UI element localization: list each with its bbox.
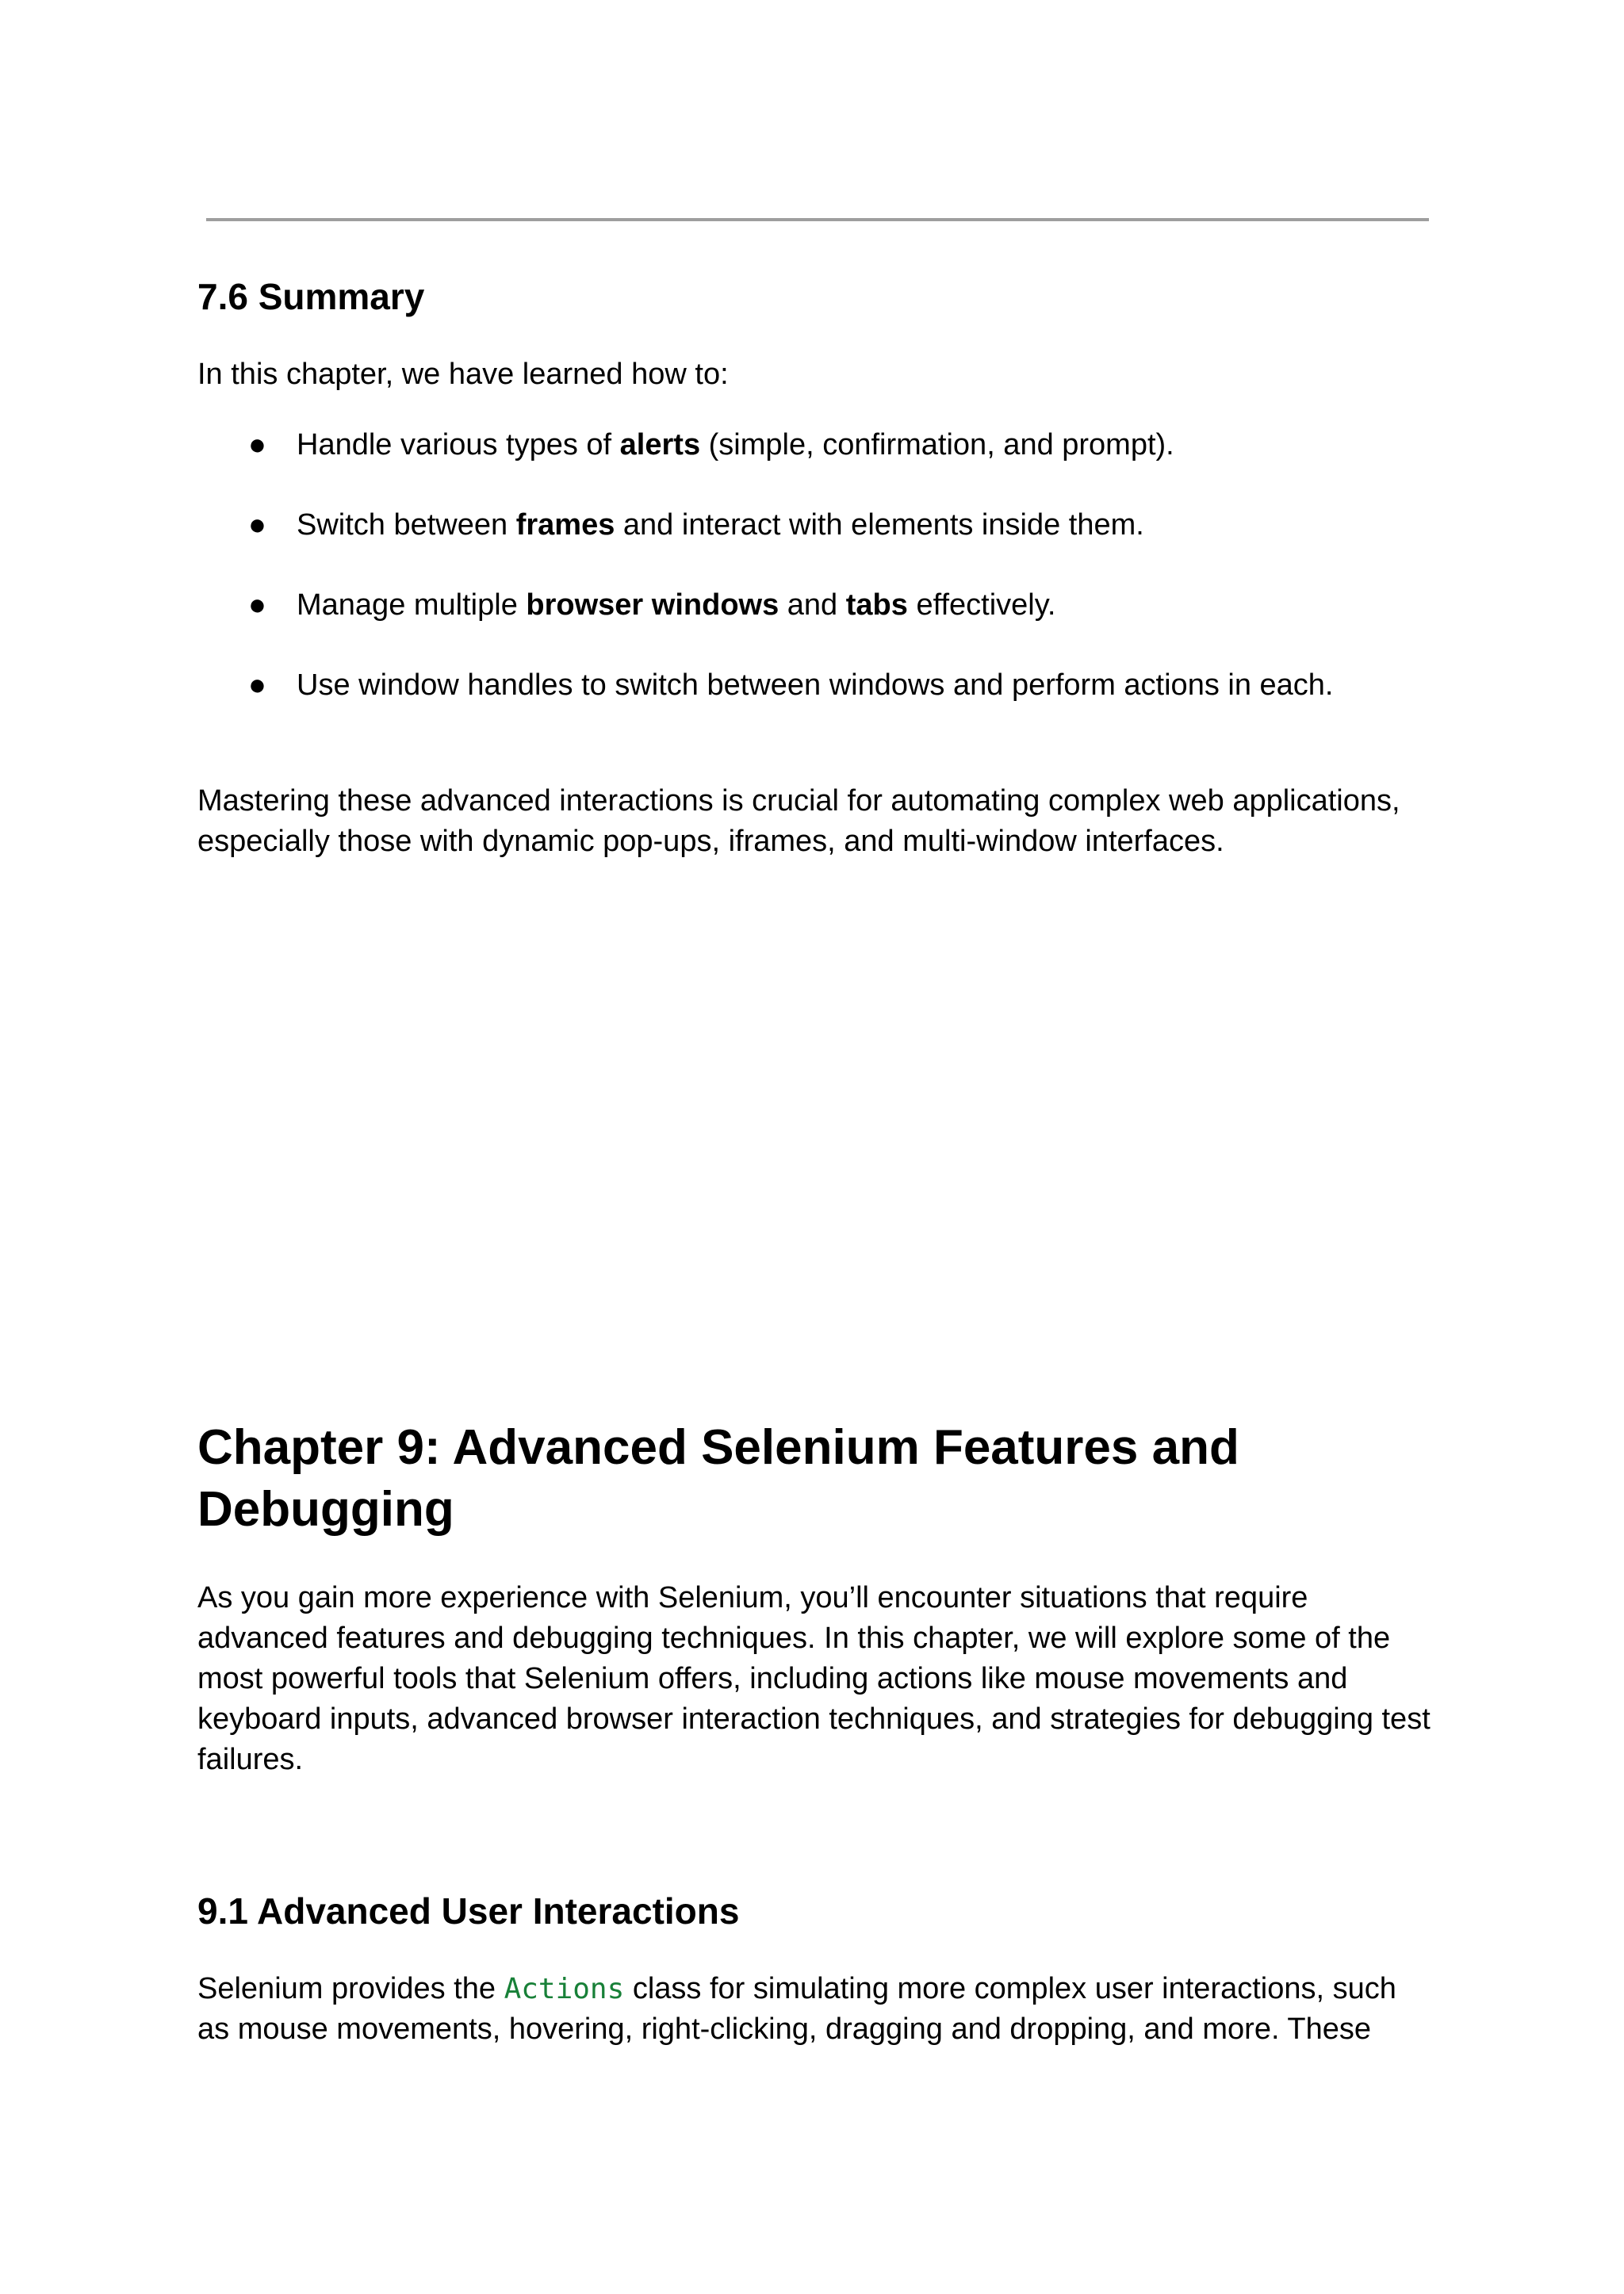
bullet-text: Manage multiple browser windows and tabs effectively. bbox=[297, 588, 1056, 622]
paragraph-line: As you gain more experience with Selenium, you’ll encounter situations that require bbox=[197, 1581, 1308, 1614]
section-9-1-paragraph bbox=[197, 1969, 1396, 2050]
paragraph-line: most powerful tools that Selenium offers, including actions like mouse movements and bbox=[197, 1662, 1348, 1695]
chapter-title-line: Chapter 9: Advanced Selenium Features and bbox=[197, 1420, 1239, 1475]
paragraph-line: especially those with dynamic pop-ups, iframes, and multi-window interfaces. bbox=[197, 825, 1224, 858]
chapter-intro-paragraph bbox=[197, 1578, 1431, 1780]
section-heading-advanced-user-interactions: 9.1 Advanced User Interactions bbox=[197, 1890, 740, 1932]
bullet-text: Switch between frames and interact with elements inside them. bbox=[297, 508, 1144, 542]
section-heading-summary: 7.6 Summary bbox=[197, 276, 425, 317]
bullet-icon: ● bbox=[248, 428, 266, 461]
bullet-text: Handle various types of alerts (simple, confirmation, and prompt). bbox=[297, 428, 1174, 461]
paragraph-line: Mastering these advanced interactions is crucial for automating complex web applications, bbox=[197, 784, 1400, 818]
paragraph-line: failures. bbox=[197, 1743, 304, 1776]
paragraph-line: Selenium provides the Actions class for simulating more complex user interactions, such bbox=[197, 1972, 1396, 2005]
horizontal-rule bbox=[206, 218, 1429, 221]
summary-intro: In this chapter, we have learned how to: bbox=[197, 358, 729, 391]
summary-closing-paragraph bbox=[197, 781, 1400, 862]
bullet-icon: ● bbox=[248, 668, 266, 702]
chapter-title bbox=[197, 1417, 1239, 1541]
bullet-icon: ● bbox=[248, 588, 266, 622]
paragraph-line: as mouse movements, hovering, right-clicking, dragging and dropping, and more. These bbox=[197, 2013, 1371, 2046]
chapter-title-line: Debugging bbox=[197, 1482, 454, 1537]
paragraph-line: advanced features and debugging techniques. In this chapter, we will explore some of the bbox=[197, 1622, 1391, 1655]
paragraph-line: keyboard inputs, advanced browser interaction techniques, and strategies for debugging test bbox=[197, 1702, 1431, 1736]
inline-code-actions: Actions bbox=[504, 1973, 625, 2005]
bullet-text: Use window handles to switch between windows and perform actions in each. bbox=[297, 668, 1334, 702]
bullet-icon: ● bbox=[248, 508, 266, 542]
